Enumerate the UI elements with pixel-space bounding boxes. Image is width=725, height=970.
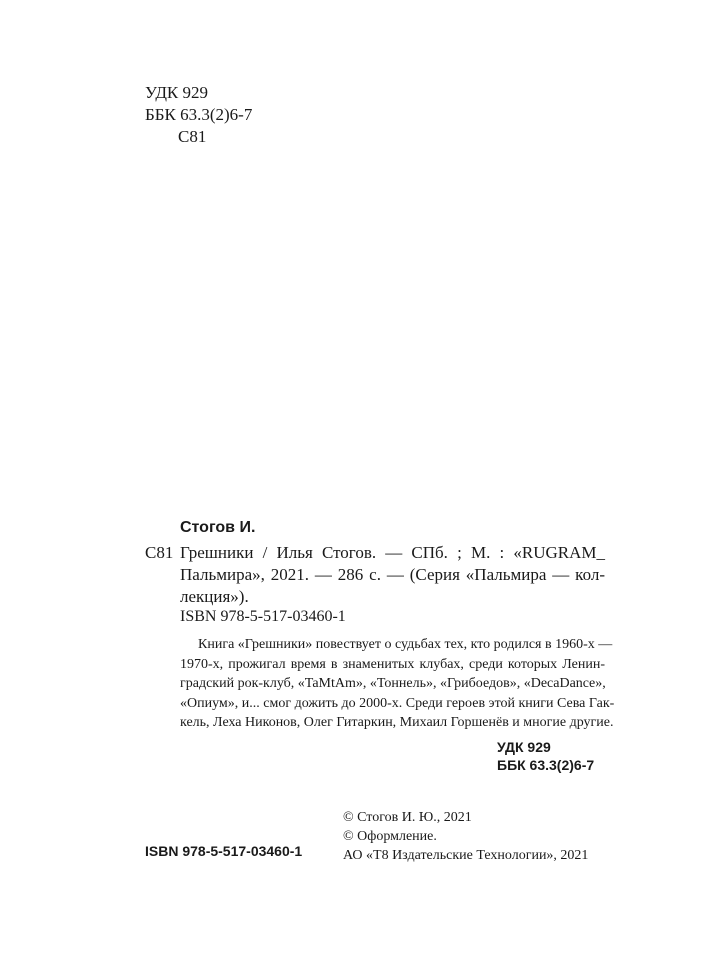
copyright-design: © Оформление.	[343, 829, 437, 844]
author-heading: Стогов И.	[180, 519, 256, 536]
description-line: Грешники / Илья Стогов. — СПб. ; М. : «RUGRAM_	[180, 543, 605, 562]
bibliographic-description	[180, 542, 605, 608]
annotation-line: градский рок-клуб, «TaMtAm», «Тоннель», «Грибоедов», «DecaDance»,	[180, 676, 606, 691]
annotation-line: кель, Леха Никонов, Олег Гитаркин, Михаил Горшенёв и многие другие.	[180, 715, 614, 730]
annotation-line: «Опиум», и... смог дожить до 2000-х. Среди героев этой книги Сева Гак-	[180, 695, 615, 711]
udk-code-bottom: УДК 929	[497, 739, 551, 755]
bbk-code: ББК 63.3(2)6-7	[145, 105, 253, 124]
copyright-author: © Стогов И. Ю., 2021	[343, 810, 472, 825]
annotation-line: Книга «Грешники» повествует о судьбах тех, кто родился в 1960-х —	[198, 637, 613, 652]
bbk-code-bottom: ББК 63.3(2)6-7	[497, 757, 595, 773]
top-classification-codes	[145, 82, 252, 148]
annotation	[180, 635, 615, 733]
copyright-block	[343, 808, 588, 865]
annotation-line: 1970-х, прожигал время в знаменитых клубах, среди которых Ленин-	[180, 656, 605, 672]
isbn-bottom: ISBN 978-5-517-03460-1	[145, 843, 303, 859]
description-line: лекция»).	[180, 587, 249, 606]
catalog-author-mark: С81	[145, 543, 174, 562]
catalog-classification-codes	[497, 738, 594, 774]
author-mark: С81	[178, 127, 207, 146]
copyright-publisher: АО «Т8 Издательские Технологии», 2021	[343, 848, 589, 863]
description-line: Пальмира», 2021. — 286 с. — (Серия «Пальмира — кол-	[180, 565, 605, 584]
udk-code: УДК 929	[145, 83, 209, 102]
isbn-catalog: ISBN 978-5-517-03460-1	[180, 608, 346, 625]
